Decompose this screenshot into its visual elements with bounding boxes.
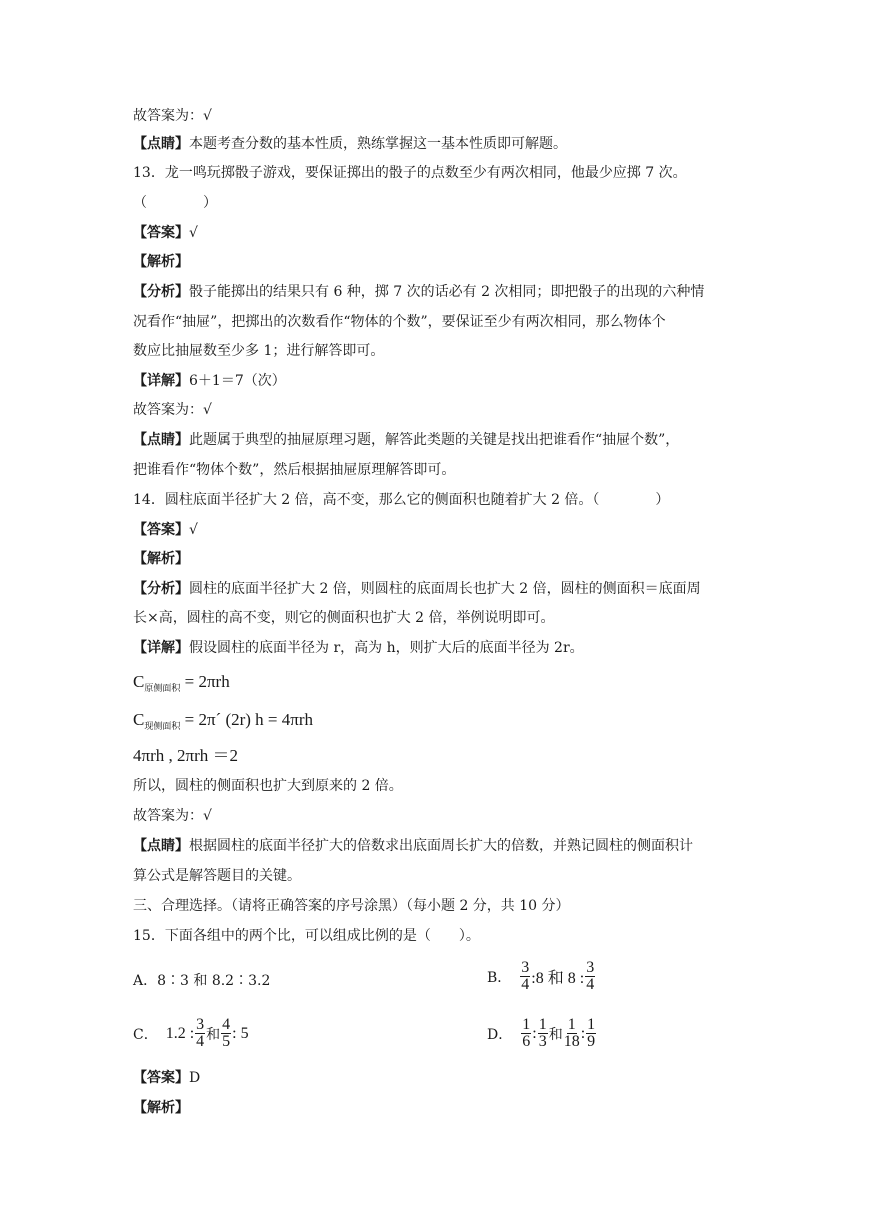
formula-subscript: 原侧面积	[144, 683, 181, 693]
numerator: 3	[586, 959, 595, 976]
denominator: 6	[522, 1033, 531, 1050]
question-13-paren: （ ）	[133, 195, 217, 211]
detail-13	[133, 371, 286, 391]
answer-14	[133, 520, 198, 540]
denominator: 9	[587, 1033, 596, 1050]
option-d	[487, 1017, 597, 1050]
ratio-sign: :	[532, 1024, 537, 1042]
analysis-tag: 【分析】	[133, 284, 189, 300]
detail-tag: 【详解】	[133, 640, 189, 656]
formula-new-area	[133, 710, 313, 732]
fraction	[564, 1017, 580, 1050]
note-text: 根据圆柱的底面半径扩大的倍数求出底面周长扩大的倍数，并熟记圆柱的侧面积计	[189, 838, 693, 854]
analysis-text: 圆柱的底面半径扩大 2 倍，则圆柱的底面周长也扩大 2 倍，圆柱的侧面积＝底面周	[189, 581, 701, 597]
note-line	[133, 134, 567, 154]
question-13: 13．龙一鸣玩掷骰子游戏，要保证掷出的骰子的点数至少有两次相同，他最少应掷 7 次。	[133, 165, 687, 181]
conclusion-14: 所以，圆柱的侧面积也扩大到原来的 2 倍。	[133, 778, 403, 794]
analysis-text: 骰子能掷出的结果只有 6 种，掷 7 次的话必有 2 次相同；即把骰子的出现的六种情	[189, 284, 705, 300]
answer-line: 故答案为：√	[133, 108, 212, 124]
note-14-line1	[133, 836, 693, 856]
denominator: 4	[521, 976, 530, 993]
note-text: 本题考查分数的基本性质，熟练掌握这一基本性质即可解题。	[189, 136, 567, 152]
numerator: 1	[522, 1016, 531, 1033]
denominator: 5	[222, 1033, 231, 1050]
option-b	[487, 960, 596, 993]
fraction	[195, 1017, 205, 1050]
analysis-tag: 【分析】	[133, 581, 189, 597]
section-3-heading: 三、合理选择。（请将正确答案的序号涂黑）（每小题 2 分，共 10 分）	[133, 898, 570, 914]
formula-subscript: 现侧面积	[144, 721, 181, 731]
answer-line-13: 故答案为：√	[133, 402, 212, 418]
question-15: 15．下面各组中的两个比，可以组成比例的是（ ）。	[133, 928, 480, 944]
denominator: 3	[538, 1033, 547, 1050]
option-label: B．	[487, 969, 512, 986]
answer-value: √	[189, 522, 198, 538]
answer-value: D	[189, 1070, 201, 1086]
answer-tag: 【答案】	[133, 522, 189, 538]
analysis-13-line1	[133, 282, 704, 302]
numerator: 3	[521, 959, 530, 976]
answer-tag: 【答案】	[133, 1070, 189, 1086]
formula-expression: = 2πrh	[180, 672, 230, 691]
formula-symbol: C	[133, 672, 145, 691]
note-13-line1	[133, 430, 679, 450]
fraction	[586, 1017, 596, 1050]
ratio-sign: :	[580, 1024, 586, 1042]
option-a: A．8∶3 和 8.2∶3.2	[133, 973, 271, 989]
numerator: 4	[222, 1016, 231, 1033]
formula-expression: = 2π´ (2r) h = 4πrh	[180, 710, 314, 729]
detail-tag: 【详解】	[133, 373, 189, 389]
analysis-tag-15: 【解析】	[133, 1100, 189, 1116]
question-14: 14．圆柱底面半径扩大 2 倍，高不变，那么它的侧面积也随着扩大 2 倍。（ ）	[133, 492, 670, 508]
answer-value: √	[189, 225, 198, 241]
note-tag: 【点睛】	[133, 838, 189, 854]
fraction	[221, 1017, 231, 1050]
numerator: 1	[587, 1016, 596, 1033]
note-text: 此题属于典型的抽屉原理习题，解答此类题的关键是找出把谁看作“抽屉个数”，	[189, 432, 680, 448]
detail-14	[133, 638, 584, 658]
detail-text: 假设圆柱的底面半径为 r，高为 h，则扩大后的底面半径为 2r。	[189, 640, 584, 656]
note-13-line2: 把谁看作“物体个数”，然后根据抽屉原理解答即可。	[133, 462, 456, 478]
denominator: 4	[586, 976, 595, 993]
answer-13	[133, 223, 198, 243]
option-label: D．	[487, 1026, 513, 1043]
note-tag: 【点睛】	[133, 136, 189, 152]
answer-tag: 【答案】	[133, 225, 189, 241]
ratio-text: 1.2 :	[165, 1024, 195, 1042]
analysis-tag-14: 【解析】	[133, 551, 189, 567]
numerator: 3	[196, 1016, 205, 1033]
formula-symbol: C	[133, 710, 145, 729]
ratio-text: : 5	[232, 1024, 249, 1042]
formula-original-area	[133, 672, 230, 694]
numerator: 1	[567, 1016, 576, 1033]
analysis-13-line3: 数应比抽屉数至少多 1；进行解答即可。	[133, 343, 385, 359]
denominator: 18	[563, 1033, 580, 1050]
connector-text: 和	[548, 1026, 563, 1043]
detail-text: 6＋1＝7（次）	[189, 373, 286, 389]
answer-15	[133, 1068, 200, 1088]
option-label: C．	[133, 1026, 158, 1043]
fraction	[521, 1017, 531, 1050]
fraction	[520, 960, 530, 993]
numerator: 1	[538, 1016, 547, 1033]
option-c	[133, 1017, 249, 1050]
analysis-tag-13: 【解析】	[133, 254, 189, 270]
note-tag: 【点睛】	[133, 432, 189, 448]
answer-line-14: 故答案为：√	[133, 808, 212, 824]
ratio-text: :8 和 8 :	[531, 970, 585, 987]
note-14-line2: 算公式是解答题目的关键。	[133, 868, 301, 884]
analysis-14-line2: 长×高，圆柱的高不变，则它的侧面积也扩大 2 倍，举例说明即可。	[133, 610, 555, 626]
fraction	[538, 1017, 548, 1050]
analysis-13-line2: 况看作“抽屉”，把掷出的次数看作“物体的个数”，要保证至少有两次相同，那么物体个	[133, 314, 666, 330]
denominator: 4	[196, 1033, 205, 1050]
formula-ratio: 4πrh , 2πrh ＝2	[133, 746, 238, 765]
fraction	[585, 960, 595, 993]
connector-text: 和	[206, 1026, 221, 1043]
analysis-14-line1	[133, 579, 701, 599]
